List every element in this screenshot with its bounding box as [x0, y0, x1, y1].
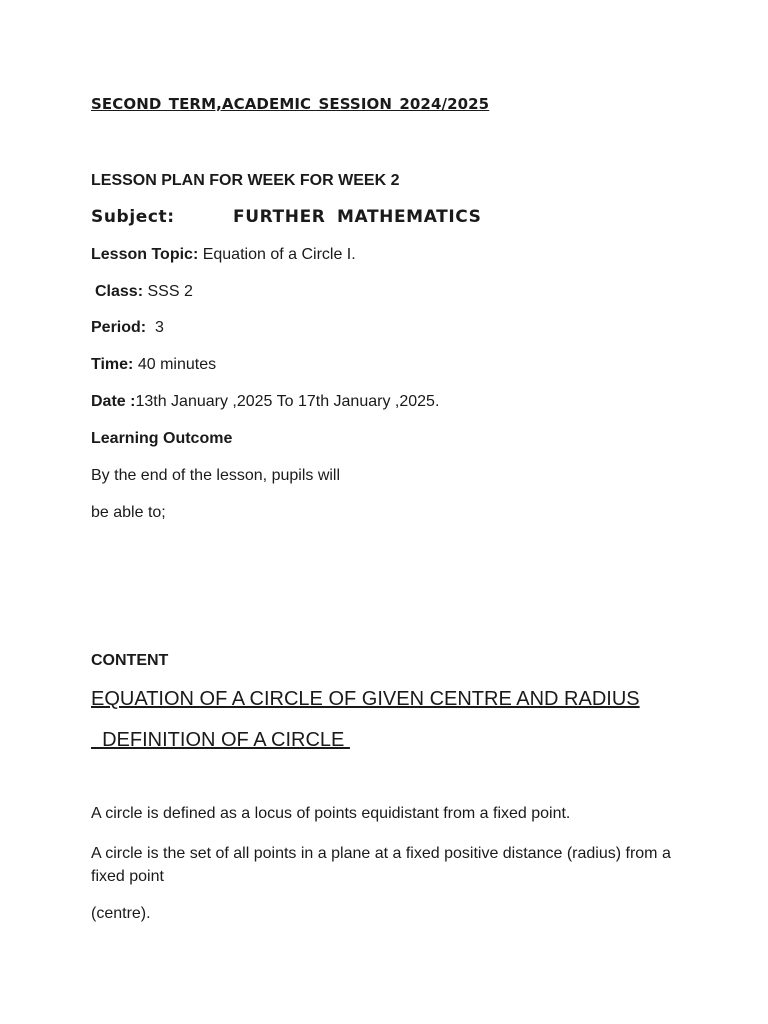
- subject-label: Subject:: [91, 207, 175, 227]
- subject-value: FURTHER MATHEMATICS: [233, 207, 482, 227]
- subject-line: [91, 207, 482, 227]
- learning-outcome-line: be able to;: [91, 504, 166, 521]
- learning-outcome-heading: Learning Outcome: [91, 430, 233, 447]
- definition-paragraph: A circle is defined as a locus of points equidistant from a fixed point.: [91, 805, 571, 822]
- period-line: [91, 318, 164, 338]
- period-label: Period:: [91, 319, 147, 336]
- equation-heading: EQUATION OF A CIRCLE OF GIVEN CENTRE AND RADIUS: [91, 688, 640, 710]
- class-value: SSS 2: [143, 283, 193, 300]
- period-value: 3: [146, 319, 164, 336]
- definition-paragraph: A circle is the set of all points in a plane at a fixed positive distance (radius) from a fixed point: [91, 845, 671, 885]
- session-heading: SECOND TERM,ACADEMIC SESSION 2024/2025: [91, 95, 490, 113]
- definition-paragraph: (centre).: [91, 905, 151, 922]
- class-label: Class:: [95, 283, 144, 300]
- date-line: [91, 392, 439, 412]
- learning-outcome-line: By the end of the lesson, pupils will: [91, 467, 341, 484]
- date-label: Date :: [91, 393, 136, 410]
- lesson-topic-value: Equation of a Circle I.: [198, 246, 356, 263]
- time-line: [91, 355, 216, 375]
- lesson-topic-label: Lesson Topic:: [91, 246, 199, 263]
- definition-heading: DEFINITION OF A CIRCLE: [91, 729, 350, 751]
- class-line: [95, 282, 193, 302]
- lesson-topic-line: [91, 245, 356, 265]
- time-label: Time:: [91, 356, 134, 373]
- content-heading: CONTENT: [91, 652, 169, 669]
- time-value: 40 minutes: [133, 356, 217, 373]
- date-value: 13th January ,2025 To 17th January ,2025.: [135, 393, 440, 410]
- lesson-plan-heading: LESSON PLAN FOR WEEK FOR WEEK 2: [91, 172, 400, 189]
